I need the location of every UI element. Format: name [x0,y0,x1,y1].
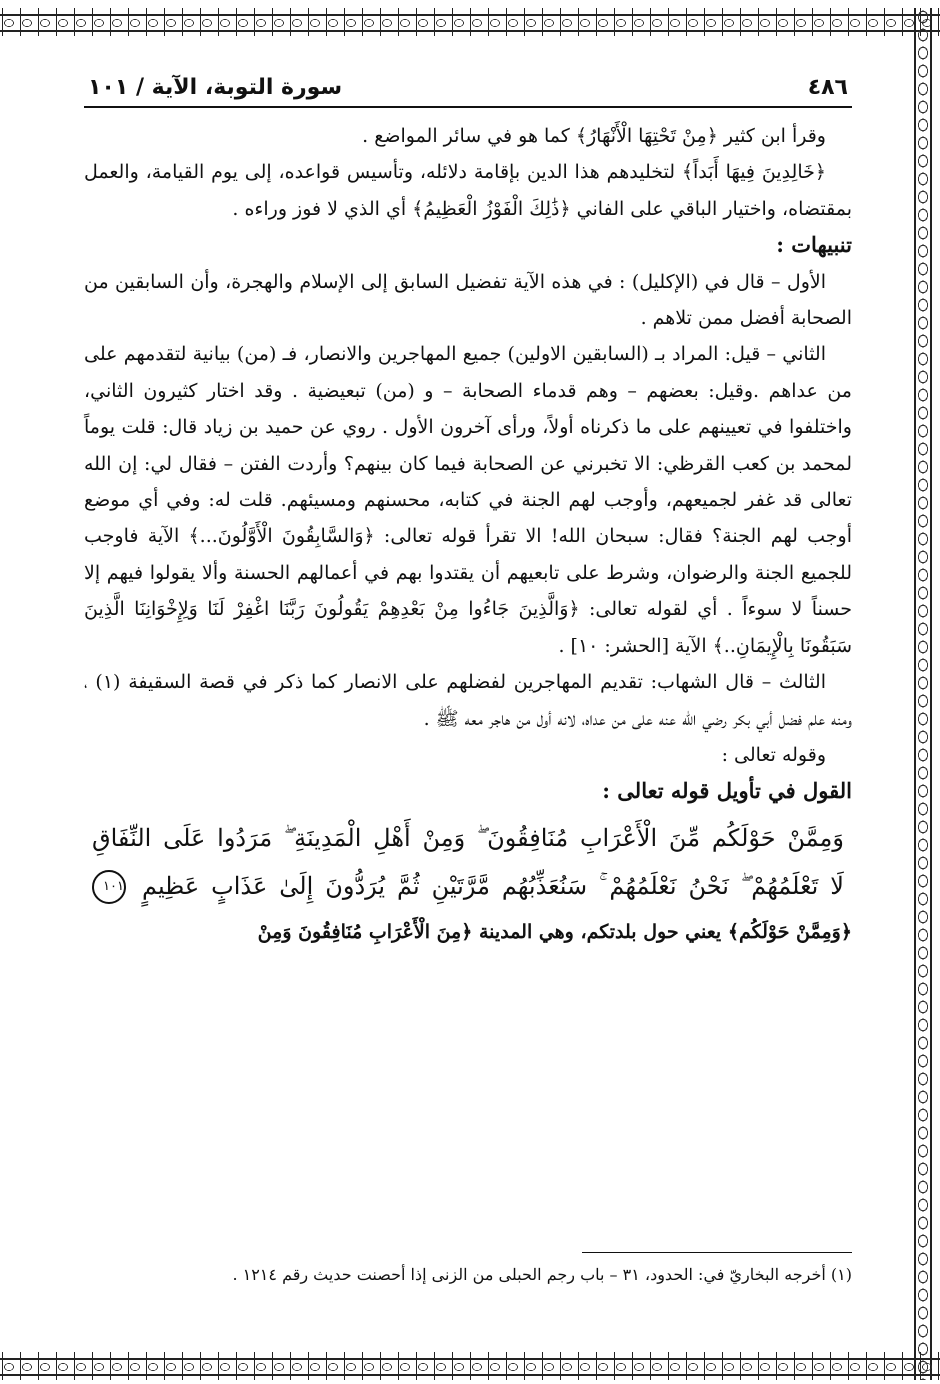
paragraph-third-note: الثالث – قال الشهاب: تقديم المهاجرين لفضلهم على الانصار كما ذكر في قصة السقيفة (١) ، ومنه علم فضل أبي بكر رضي الله عنه على من عداه، لانه أول من هاجر معه ﷺ . [84,671,852,730]
section-heading-interpretation: القول في تأويل قوله تعالى : [602,778,852,804]
quran-verse-line-1: وَمِمَّنْ حَوْلَكُم مِّنَ الْأَعْرَابِ مُنَافِقُونَ ۖ وَمِنْ أَهْلِ الْمَدِينَةِ ۖ مَرَدُوا عَلَى النِّفَاقِ [92,823,844,852]
paragraph-2: ﴿خَالِدِينَ فِيهَا أَبَداً﴾ لتخليدهم هذا الدين بإقامة دلائله، وتأسيس قواعده، إلى يوم القيامة، والعمل بمقتضاه، واختيار الباقي على الفاني ﴿ذَٰلِكَ الْفَوْزُ الْعَظِيمُ﴾ أي الذي لا فوز وراءه . [84,161,852,220]
decorative-border-right [908,8,936,1380]
page-number: ٤٨٦ [807,75,848,100]
decorative-border-top [0,8,940,36]
book-page [84,60,852,1330]
footnote: (١) أخرجه البخاريّ في: الحدود، ٣١ – باب رجم الحبلى من الزنى إذا أحصنت حديث رقم ١٢١٤ . [232,1265,852,1284]
running-title: سورة التوبة، الآية / ١٠١ [88,75,343,100]
page-body-continued [84,914,852,950]
quran-verse [92,814,844,910]
decorative-border-bottom [0,1352,940,1380]
footnote-separator [582,1252,852,1253]
quran-verse-line-2-text: لَا تَعْلَمُهُمْ ۖ نَحْنُ نَعْلَمُهُمْ ۚ سَنُعَذِّبُهُم مَّرَّتَيْنِ ثُمَّ يُرَدُّونَ إِلَىٰ عَذَابٍ عَظِيمٍ [141,871,844,900]
ayah-number-marker: ١٠١ [92,870,126,904]
paragraph-second-note: الثاني – قيل: المراد بـ (السابقين الاولين) جميع المهاجرين والانصار، فـ (من) بيانية لتقدمهم على من عداهم .وقيل: بعضهم – وهم قدماء الصحابة – و (من) تبعيضية . وقد اختار كثيرون الثاني، واختلفوا في تعيينهم على ما ذكرناه أولاً، ورأى آخرون الأول . روي عن حميد بن زياد قال: قلت يوماً لمحمد بن كعب القرظي: الا تخبرني عن الصحابة فيما كان بينهم؟ وأردت الفتن – فقال لي: إن الله تعالى قد غفر لجميعهم، وأوجب لهم الجنة في كتابه، محسنهم ومسيئهم. قلت له: وفي أي موضع أوجب لهم الجنة؟ فقال: سبحان الله! الا تقرأ قوله تعالى: ﴿وَالسَّابِقُونَ الْأَوَّلُونَ...﴾ الآية فاوجب للجميع الجنة والرضوان، وشرط على تابعيهم أن يقتدوا بهم في أعمالهم الحسنة وألا يقولوا فيهم إلا حسناً لا سوءاً . أي لقوله تعالى: ﴿وَالَّذِينَ جَاءُوا مِنْ بَعْدِهِمْ يَقُولُونَ رَبَّنَا اغْفِرْ لَنَا وَلِإِخْوَانِنَا الَّذِينَ سَبَقُونَا بِالْإِيمَانِ..﴾ الآية [الحشر: ١٠] . [84,343,853,657]
paragraph-first-note: الأول – قال في (الإكليل) : في هذه الآية تفضيل السابق إلى الإسلام والهجرة، وأن السابقين من الصحابة أفضل ممن تلاهم . [84,270,852,330]
quran-verse-line-2 [92,862,844,910]
page-header [84,60,852,108]
paragraph-his-saying: وقوله تعالى : [721,743,826,766]
section-heading-notes: تنبيهات : [776,232,852,258]
paragraph-1: وقرأ ابن كثير ﴿مِنْ تَحْتِهَا الْأَنْهَارُ﴾ كما هو في سائر المواضع . [362,125,826,147]
page-body [84,118,852,810]
paragraph-last: ﴿وَمِمَّنْ حَوْلَكُم﴾ يعني حول بلدتكم، وهي المدينة ﴿مِنَ الْأَعْرَابِ مُنَافِقُونَ وَمِنْ [257,920,852,943]
